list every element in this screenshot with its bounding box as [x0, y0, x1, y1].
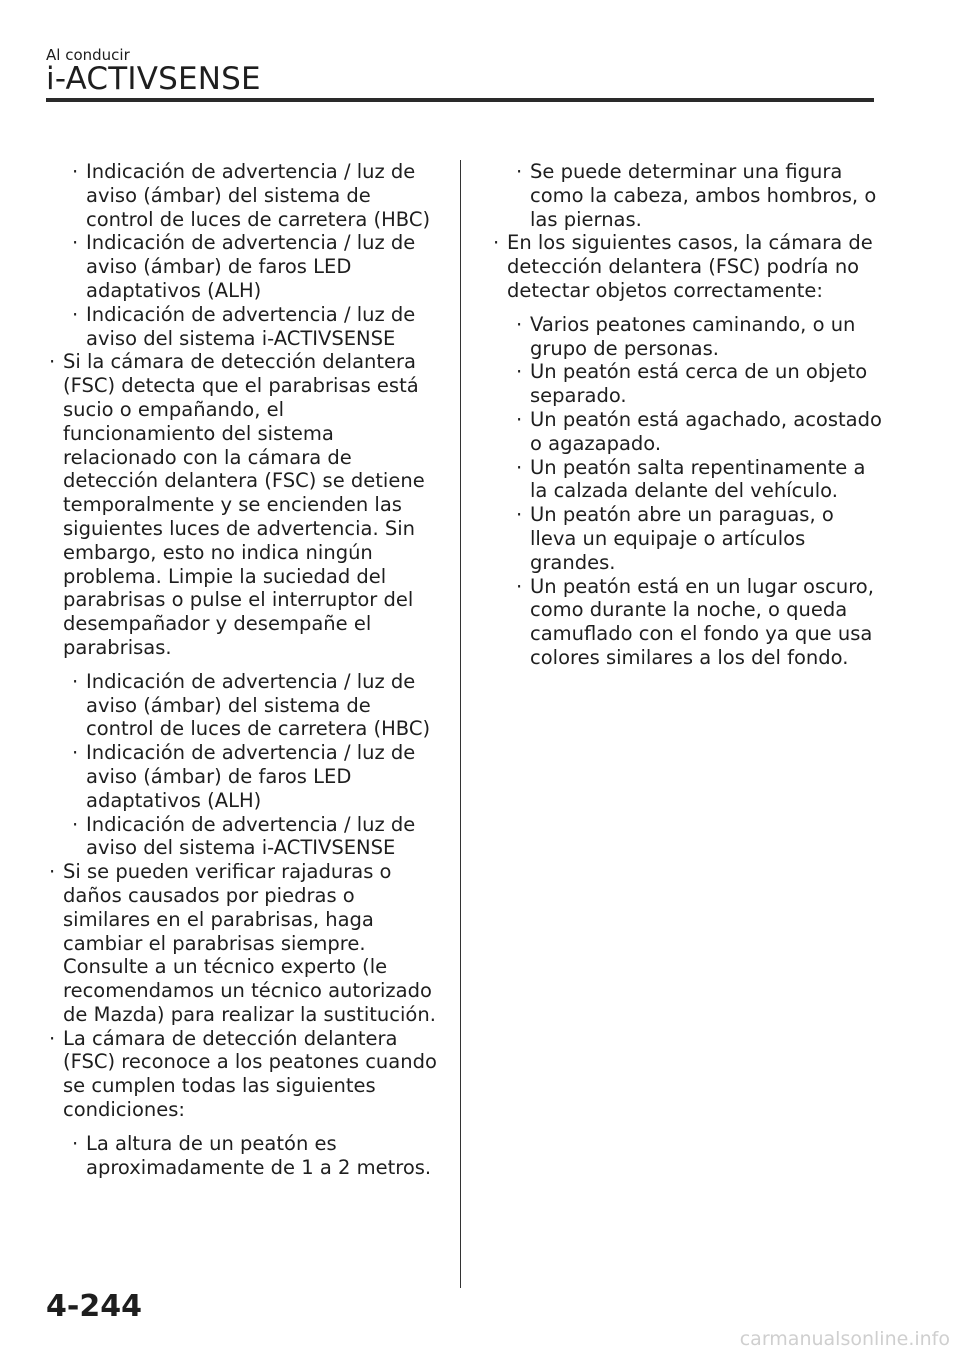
sub-bullet-text: Un peatón está cerca de un objeto separado.	[530, 360, 868, 408]
page-number: 4-244	[46, 1289, 142, 1324]
bullet-dot: ·	[72, 741, 79, 765]
bullet-dot: ·	[516, 574, 523, 598]
sub-bullet-text: Un peatón está agachado, acostado o agazapado.	[530, 407, 882, 455]
sub-bullet-text: Un peatón abre un paraguas, o lleva un equipaje o artículos grandes.	[530, 503, 834, 574]
sub-bullet-text: Indicación de advertencia / luz de aviso del sistema i-ACTIVSENSE	[86, 812, 416, 860]
left-column	[46, 160, 441, 1179]
watermark: carmanualsonline.info	[739, 1328, 950, 1350]
bullet-dot: ·	[72, 812, 79, 836]
sub-bullet-text: La altura de un peatón es aproximadamente de 1 a 2 metros.	[86, 1131, 432, 1179]
sub-bullet	[513, 503, 885, 574]
bullet-dot: ·	[72, 231, 79, 255]
bullet-dot: ·	[72, 302, 79, 326]
section-label: Al conducir	[46, 46, 130, 64]
sub-bullet	[513, 408, 885, 456]
sub-bullet	[513, 360, 885, 408]
right-column	[490, 160, 885, 670]
sub-bullet	[513, 575, 885, 670]
sub-bullet	[69, 160, 441, 231]
section-title: i-ACTIVSENSE	[46, 61, 261, 97]
main-bullet-text: Si la cámara de detección delantera (FSC) detecta que el parabrisas está sucio o empañando, el funcionamiento del sistema relacionado con la cámara de detección delantera (FSC) se detiene temporalmente y se encienden las siguientes luces de advertencia. Sin embargo, esto no indica ningún problema. Limpie la suciedad del parabrisas o pulse el interruptor del desempañador y desempañe el parabrisas.	[63, 350, 425, 659]
main-bullet-text: La cámara de detección delantera (FSC) reconoce a los peatones cuando se cumplen todas las siguientes condiciones:	[63, 1026, 437, 1122]
main-bullet	[490, 231, 885, 302]
sub-bullet	[513, 313, 885, 361]
bullet-dot: ·	[49, 1026, 56, 1050]
main-bullet	[46, 350, 441, 659]
sub-bullet-text: Un peatón salta repentinamente a la calzada delante del vehículo.	[530, 455, 866, 503]
sub-bullet-text: Indicación de advertencia / luz de aviso (ámbar) de faros LED adaptativos (ALH)	[86, 741, 416, 812]
sub-bullet-text: Indicación de advertencia / luz de aviso del sistema i-ACTIVSENSE	[86, 302, 416, 350]
sub-bullet-text: Un peatón está en un lugar oscuro, como durante la noche, o queda camuflado con el fondo ya que usa colores similares a los del fondo.	[530, 574, 874, 669]
bullet-dot: ·	[516, 455, 523, 479]
sub-bullet	[69, 231, 441, 302]
bullet-dot: ·	[49, 860, 56, 884]
sub-bullet-text: Se puede determinar una figura como la cabeza, ambos hombros, o las piernas.	[530, 160, 877, 231]
sub-bullet	[69, 303, 441, 351]
sub-bullet-text: Indicación de advertencia / luz de aviso (ámbar) del sistema de control de luces de carretera (HBC)	[86, 160, 431, 231]
sub-bullet	[69, 813, 441, 861]
sub-bullet	[69, 1132, 441, 1180]
bullet-dot: ·	[493, 231, 500, 255]
main-bullet	[46, 860, 441, 1027]
bullet-dot: ·	[72, 1131, 79, 1155]
sub-bullet-text: Indicación de advertencia / luz de aviso (ámbar) del sistema de control de luces de carretera (HBC)	[86, 669, 431, 741]
bullet-dot: ·	[72, 669, 79, 693]
bullet-dot: ·	[516, 160, 523, 183]
sub-bullet	[69, 741, 441, 812]
bullet-dot: ·	[49, 350, 56, 374]
sub-bullet-text: Varios peatones caminando, o un grupo de personas.	[530, 312, 856, 360]
main-bullet	[46, 1027, 441, 1122]
sub-bullet	[513, 160, 885, 231]
header-rule	[46, 98, 874, 102]
bullet-dot: ·	[516, 360, 523, 384]
main-bullet-text: En los siguientes casos, la cámara de detección delantera (FSC) podría no detectar objetos correctamente:	[507, 231, 873, 302]
bullet-dot: ·	[516, 312, 523, 336]
bullet-dot: ·	[516, 503, 523, 527]
sub-bullet	[513, 456, 885, 504]
bullet-dot: ·	[72, 160, 79, 183]
column-divider	[460, 160, 461, 1288]
main-bullet-text: Si se pueden verificar rajaduras o daños causados por piedras o similares en el parabrisas, haga cambiar el parabrisas siempre. Consulte a un técnico experto (le recomendamos un técnico autorizado de Mazda) para realizar la sustitución.	[63, 860, 436, 1026]
sub-bullet	[69, 670, 441, 741]
bullet-dot: ·	[516, 407, 523, 431]
sub-bullet-text: Indicación de advertencia / luz de aviso (ámbar) de faros LED adaptativos (ALH)	[86, 231, 416, 302]
